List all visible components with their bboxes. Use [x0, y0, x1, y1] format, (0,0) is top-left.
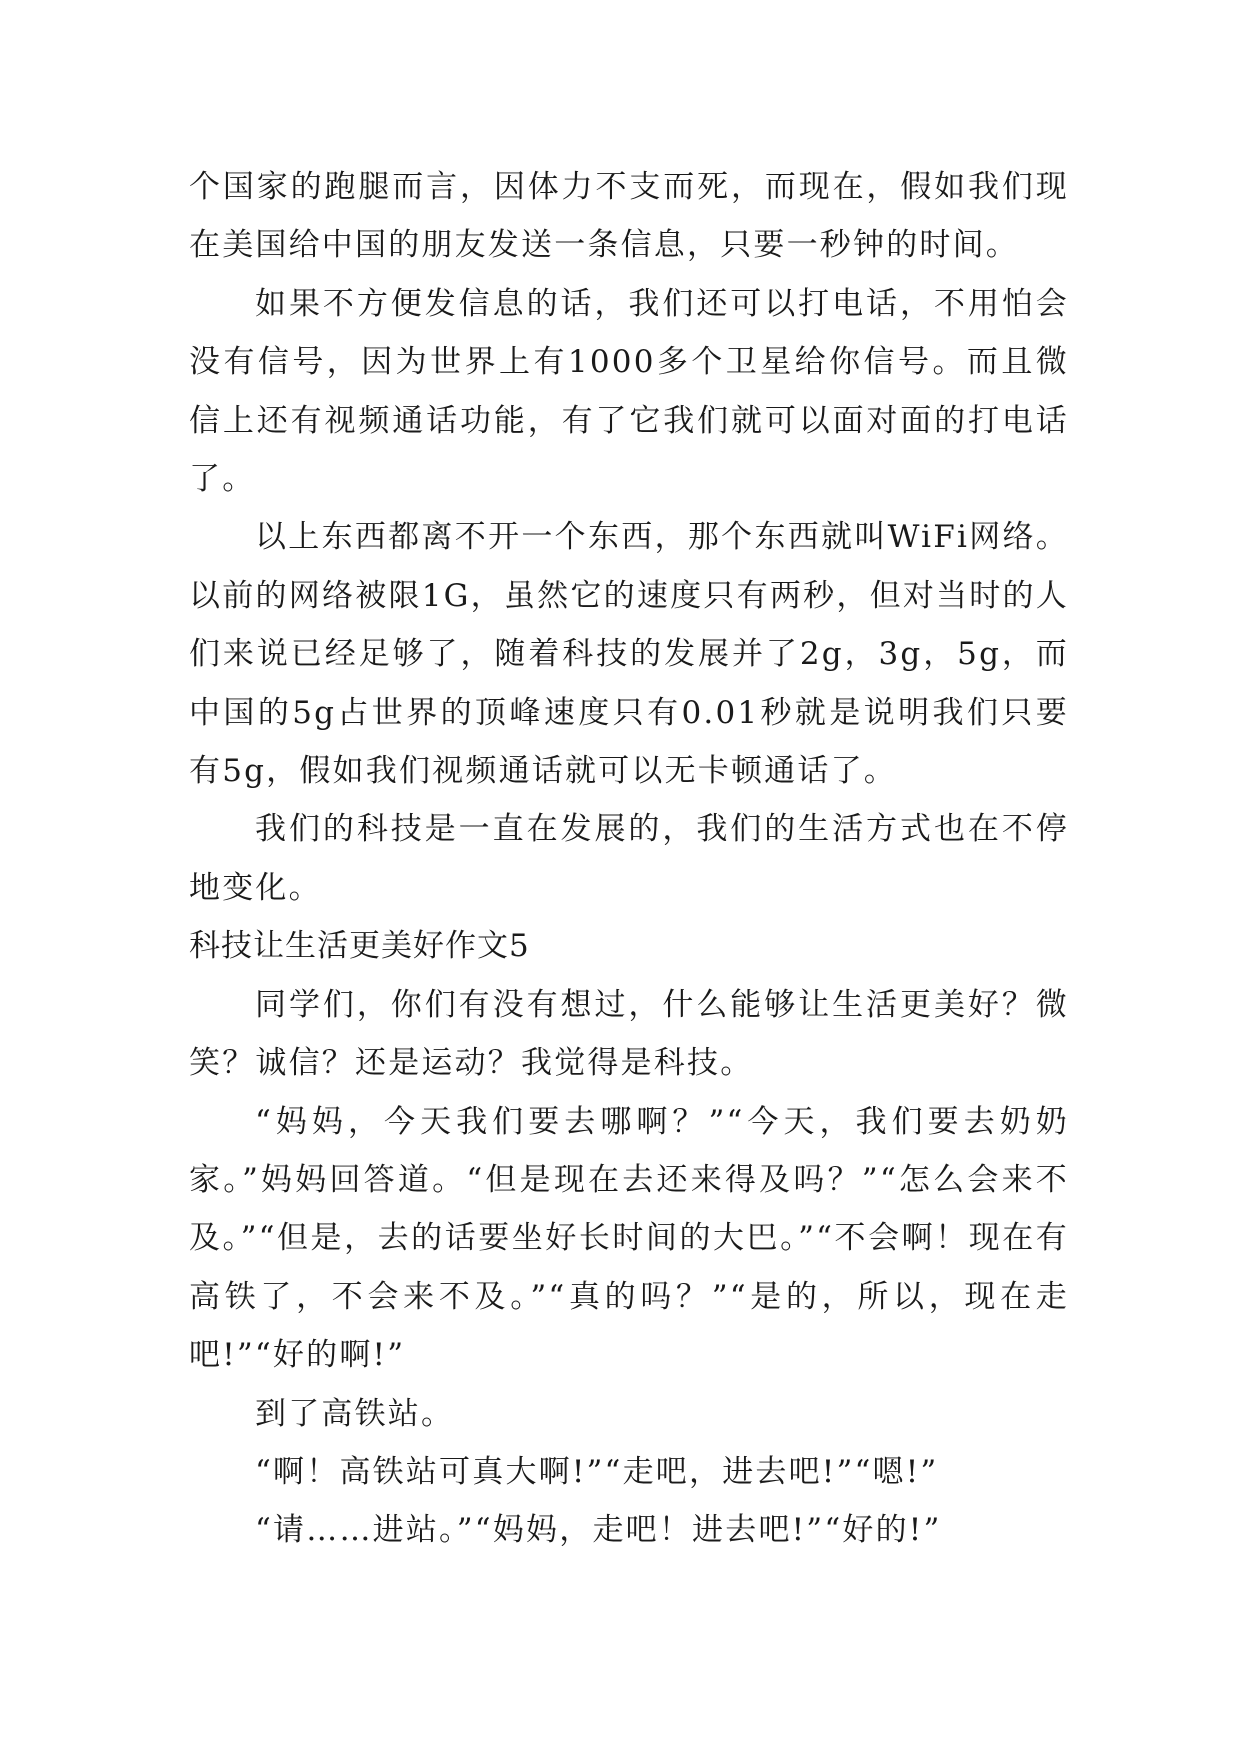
essay-heading: 科技让生活更美好作文5	[189, 928, 530, 965]
paragraph: 我们的科技是一直在发展的，我们的生活方式也在不停地变化。	[189, 811, 1069, 906]
essay-body	[189, 158, 1069, 1560]
paragraph: 以上东西都离不开一个东西，那个东西就叫WiFi网络。以前的网络被限1G，虽然它的速度只有两秒，但对当时的人们来说已经足够了，随着科技的发展并了2g，3g，5g，而中国的5g占世界的顶峰速度只有0.01秒就是说明我们只要有5g，假如我们视频通话就可以无卡顿通话了。	[189, 519, 1069, 790]
paragraph-continuation: 个国家的跑腿而言，因体力不支而死，而现在，假如我们现在美国给中国的朋友发送一条信息，只要一秒钟的时间。	[189, 169, 1069, 264]
paragraph: 如果不方便发信息的话，我们还可以打电话，不用怕会没有信号，因为世界上有1000多个卫星给你信号。而且微信上还有视频通话功能，有了它我们就可以面对面的打电话了。	[189, 285, 1069, 498]
paragraph: 到了高铁站。	[255, 1395, 455, 1432]
paragraph-dialogue: “请……进站。”“妈妈，走吧！进去吧!”“好的!”	[255, 1512, 942, 1549]
paragraph-dialogue: “啊！高铁站可真大啊!”“走吧，进去吧!”“嗯!”	[255, 1453, 939, 1490]
paragraph: 同学们，你们有没有想过，什么能够让生活更美好？微笑？诚信？还是运动？我觉得是科技。	[189, 986, 1069, 1082]
paragraph-dialogue: “妈妈，今天我们要去哪啊？”“今天，我们要去奶奶家。”妈妈回答道。“但是现在去还来得及吗？”“怎么会来不及。”“但是，去的话要坐好长时间的大巴。”“不会啊！现在有高铁了，不会来不及。”“真的吗？”“是的，所以，现在走吧!”“好的啊!”	[189, 1103, 1069, 1374]
